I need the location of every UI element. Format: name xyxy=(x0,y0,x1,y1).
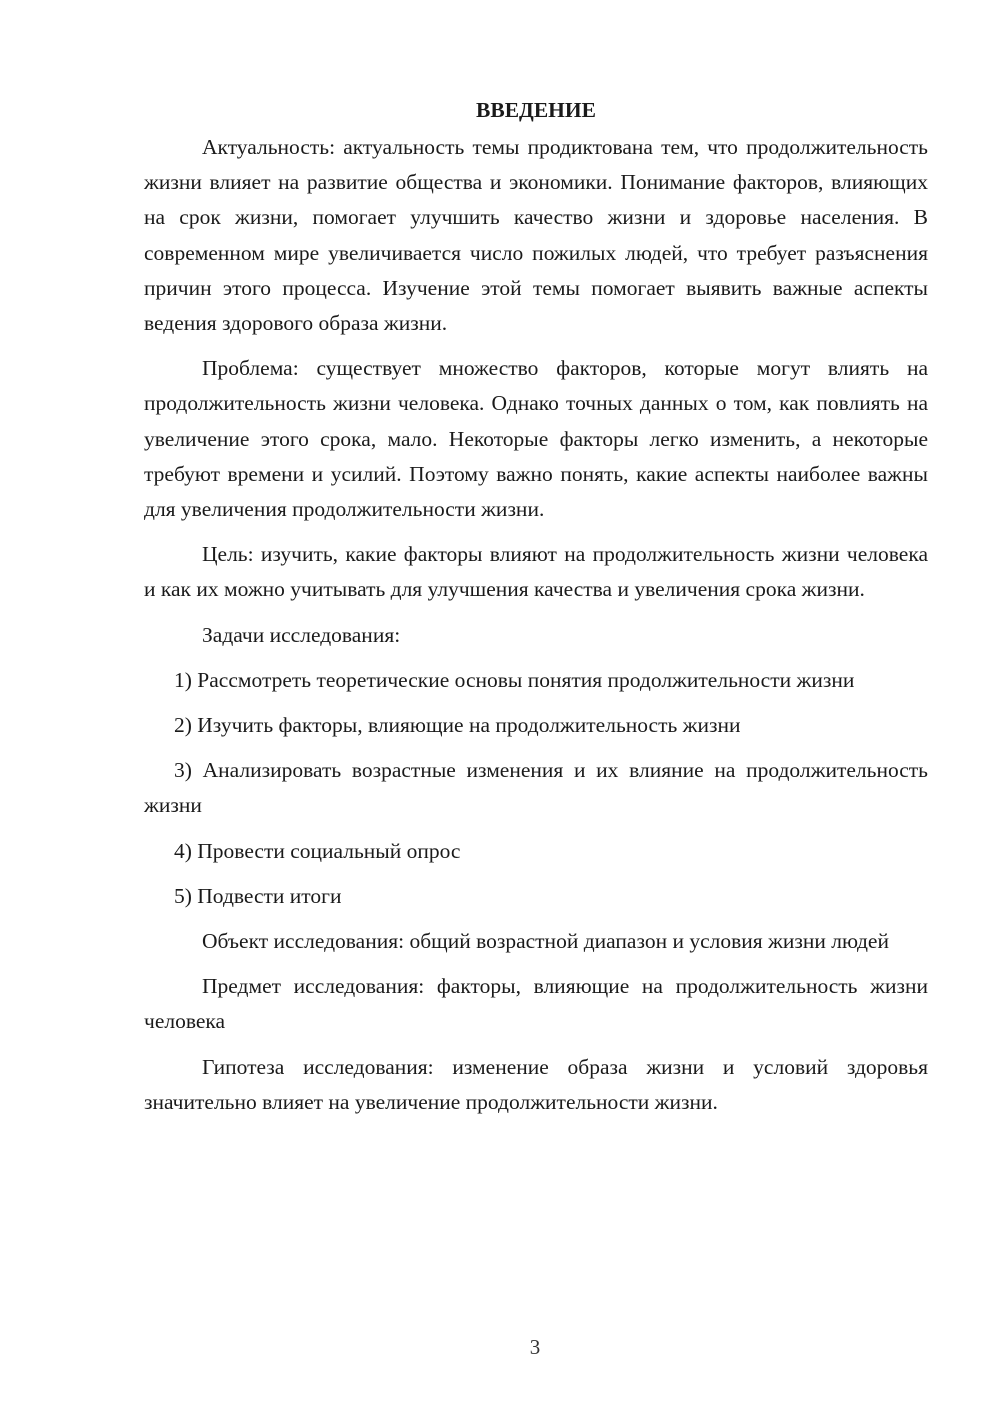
page-title: ВВЕДЕНИЕ xyxy=(476,98,596,122)
page-number: 3 xyxy=(529,1335,541,1359)
hypothesis-paragraph: Гипотеза исследования: изменение образа жизни и условий здоровья значительно влияет на увеличение продолжительности жизни. xyxy=(144,1054,928,1114)
task-item-1: 1) Рассмотреть теоретические основы понятия продолжительности жизни xyxy=(174,667,855,692)
goal-paragraph: Цель: изучить, какие факторы влияют на продолжительность жизни человека и как их можно учитывать для улучшения качества и увеличения срока жизни. xyxy=(144,542,928,602)
tasks-list xyxy=(144,663,928,914)
problem-paragraph: Проблема: существует множество факторов, которые могут влиять на продолжительность жизни человека. Однако точных данных о том, как повлиять на увеличение этого срока, мало. Некоторые факторы легко изменить, а некоторые требуют времени и усилий. Поэтому важно понять, какие аспекты наиболее важны для увеличения продолжительности жизни. xyxy=(144,356,928,522)
task-item-3: 3) Анализировать возрастные изменения и их влияние на продолжительность жизни xyxy=(144,758,928,818)
task-item-5: 5) Подвести итоги xyxy=(174,883,342,908)
task-item-2: 2) Изучить факторы, влияющие на продолжительность жизни xyxy=(174,713,741,738)
task-item-4: 4) Провести социальный опрос xyxy=(174,838,461,863)
relevance-paragraph: Актуальность: актуальность темы продиктована тем, что продолжительность жизни влияет на развитие общества и экономики. Понимание факторов, влияющих на срок жизни, помогает улучшить качество жизни и здоровье населения. В современном мире увеличивается число пожилых людей, что требует разъяснения причин этого процесса. Изучение этой темы помогает выявить важные аспекты ведения здорового образа жизни. xyxy=(144,135,928,336)
page-content xyxy=(144,93,928,1130)
subject-paragraph: Предмет исследования: факторы, влияющие на продолжительность жизни человека xyxy=(144,974,928,1034)
object-paragraph: Объект исследования: общий возрастной диапазон и условия жизни людей xyxy=(202,929,889,954)
tasks-heading: Задачи исследования: xyxy=(202,622,401,647)
